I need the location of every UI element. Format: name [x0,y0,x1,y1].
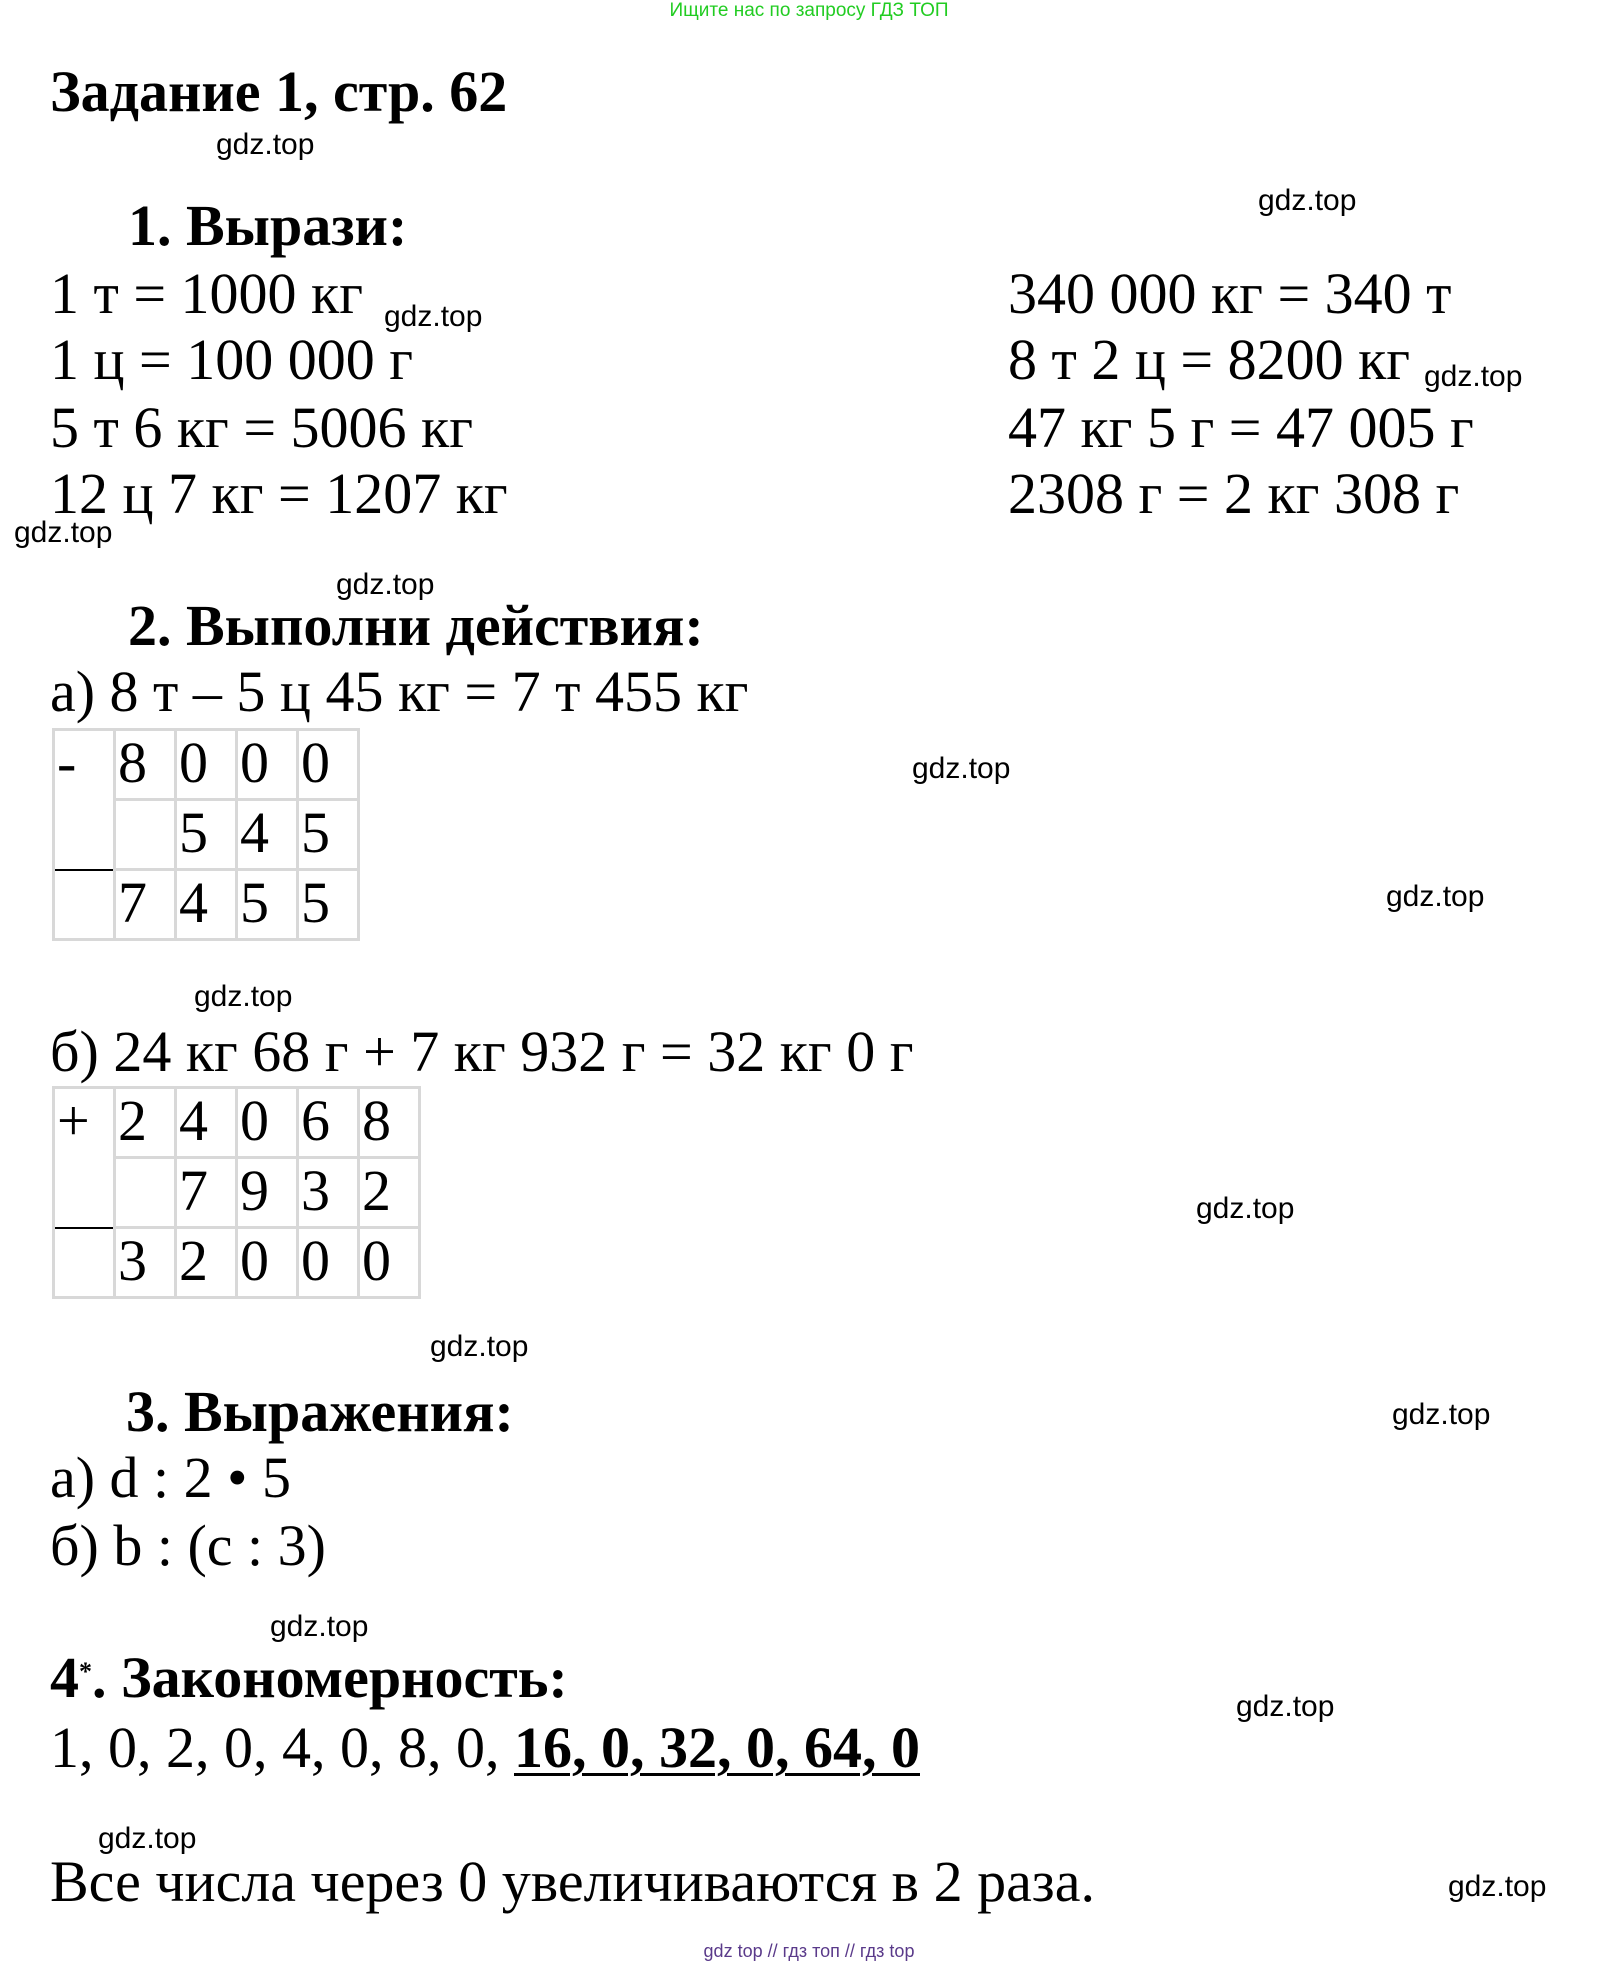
watermark: gdz.top [912,752,1011,785]
result-digit-cell: 5 [298,870,359,940]
watermark: gdz.top [14,516,113,549]
digit-cell: 4 [176,1088,237,1158]
empty-cell [54,870,115,940]
addition-grid [52,1086,421,1299]
plus-sign: + [54,1088,115,1228]
watermark: gdz.top [1392,1398,1491,1431]
result-digit-cell: 0 [359,1228,420,1298]
convert-line: 8 т 2 ц = 8200 кг [1008,327,1411,392]
digit-cell: 0 [237,1088,298,1158]
digit-cell: 4 [237,800,298,870]
watermark: gdz.top [1236,1690,1335,1723]
section2-heading: 2. Выполни действия: [128,593,704,658]
sequence-line [50,1716,920,1780]
watermark: gdz.top [1196,1192,1295,1225]
subtraction-grid [52,728,360,941]
digit-cell: 2 [115,1088,176,1158]
digit-cell: 5 [298,800,359,870]
watermark: gdz.top [216,128,315,161]
top-banner: Ищите нас по запросу ГДЗ ТОП [669,0,949,21]
watermark: gdz.top [194,980,293,1013]
digit-cell: 9 [237,1158,298,1228]
watermark: gdz.top [1424,360,1523,393]
convert-line: 12 ц 7 кг = 1207 кг [50,461,508,526]
digit-cell: 5 [176,800,237,870]
convert-line: 5 т 6 кг = 5006 кг [50,395,473,460]
expression-line: б) b : (c : 3) [50,1513,326,1578]
result-digit-cell: 7 [115,870,176,940]
digit-cell: 6 [298,1088,359,1158]
section4-heading: 4*. Закономерность: [50,1645,568,1710]
digit-cell: 0 [298,730,359,800]
addition-expression: б) 24 кг 68 г + 7 кг 932 г = 32 кг 0 г [50,1019,914,1084]
digit-cell: 7 [176,1158,237,1228]
watermark: gdz.top [384,300,483,333]
digit-cell [115,1158,176,1228]
convert-line: 1 т = 1000 кг [50,261,364,326]
digit-cell: 0 [176,730,237,800]
result-digit-cell: 0 [298,1228,359,1298]
watermark: gdz.top [1448,1870,1547,1903]
result-digit-cell: 5 [237,870,298,940]
result-digit-cell: 3 [115,1228,176,1298]
watermark: gdz.top [430,1330,529,1363]
subtraction-expression: а) 8 т – 5 ц 45 кг = 7 т 455 кг [50,659,749,724]
watermark: gdz.top [98,1822,197,1855]
sequence-given: 1, 0, 2, 0, 4, 0, 8, 0, [50,1715,514,1780]
conclusion: Все числа через 0 увеличиваются в 2 раза. [50,1849,1095,1914]
watermark: gdz.top [336,568,435,601]
expression-line: а) d : 2 • 5 [50,1445,291,1510]
minus-sign: - [54,730,115,870]
digit-cell: 3 [298,1158,359,1228]
watermark: gdz.top [1258,184,1357,217]
section3-heading: 3. Выражения: [126,1379,514,1444]
section1-heading: 1. Вырази: [128,193,408,258]
convert-line: 1 ц = 100 000 г [50,327,414,392]
watermark: gdz.top [270,1610,369,1643]
digit-cell [115,800,176,870]
empty-cell [54,1228,115,1298]
sequence-answer: 16, 0, 32, 0, 64, 0 [514,1715,920,1780]
convert-line: 2308 г = 2 кг 308 г [1008,461,1460,526]
convert-line: 340 000 кг = 340 т [1008,261,1452,326]
digit-cell: 8 [115,730,176,800]
result-digit-cell: 4 [176,870,237,940]
digit-cell: 0 [237,730,298,800]
bottom-banner: gdz top // гдз топ // гдз top [703,1941,915,1961]
convert-line: 47 кг 5 г = 47 005 г [1008,395,1474,460]
digit-cell: 2 [359,1158,420,1228]
watermark: gdz.top [1386,880,1485,913]
result-digit-cell: 0 [237,1228,298,1298]
page-title: Задание 1, стр. 62 [50,59,508,124]
digit-cell: 8 [359,1088,420,1158]
result-digit-cell: 2 [176,1228,237,1298]
